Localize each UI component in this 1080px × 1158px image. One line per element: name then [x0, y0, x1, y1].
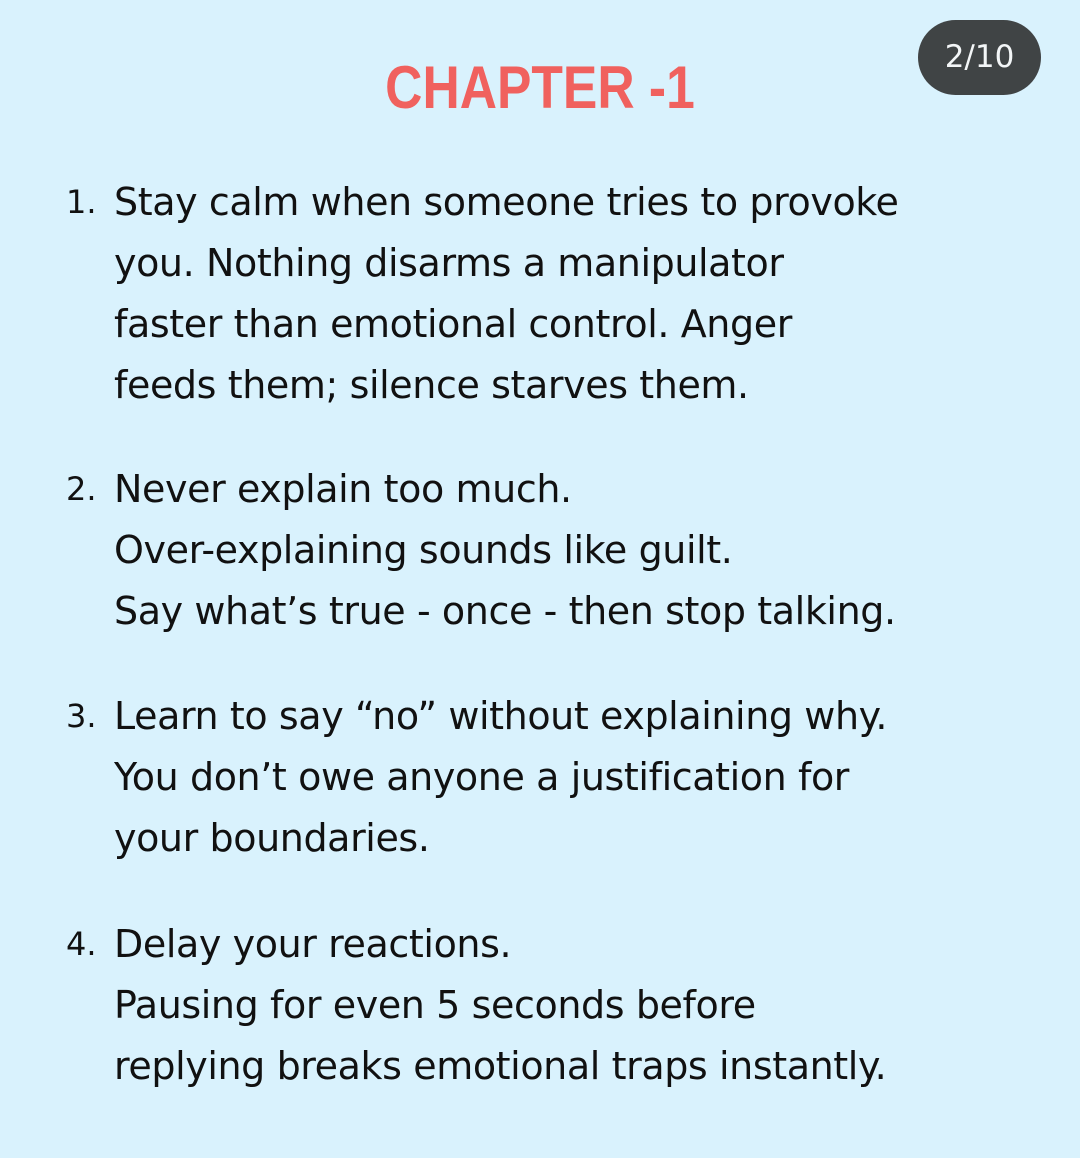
list-item-line: faster than emotional control. Anger [114, 302, 792, 346]
list-item-number: 1. [66, 183, 97, 221]
list-item-text [114, 914, 1014, 1097]
list-item-line: Over-explaining sounds like guilt. [114, 528, 733, 572]
list-item-line: your boundaries. [114, 816, 430, 860]
list-item-line: feeds them; silence starves them. [114, 363, 749, 407]
list-item-line: Say what’s true - once - then stop talking. [114, 589, 896, 633]
chapter-title: CHAPTER -1 [385, 54, 695, 121]
list-item-text [114, 686, 1014, 869]
list-item-line: Delay your reactions. [114, 922, 512, 966]
list-item-line: Never explain too much. [114, 467, 572, 511]
list-item-line: Pausing for even 5 seconds before [114, 983, 756, 1027]
page-indicator-badge: 2/10 [918, 20, 1041, 95]
list-item-line: replying breaks emotional traps instantly. [114, 1044, 887, 1088]
list-item-text [114, 459, 1014, 642]
list-item-number: 3. [66, 697, 97, 735]
list-item-line: Stay calm when someone tries to provoke [114, 180, 899, 224]
list-item-text [114, 172, 1014, 416]
list-item-number: 2. [66, 470, 97, 508]
list-item-line: You don’t owe anyone a justification for [114, 755, 850, 799]
list-item-number: 4. [66, 925, 97, 963]
list-item-line: Learn to say “no” without explaining why. [114, 694, 888, 738]
list-item-line: you. Nothing disarms a manipulator [114, 241, 784, 285]
